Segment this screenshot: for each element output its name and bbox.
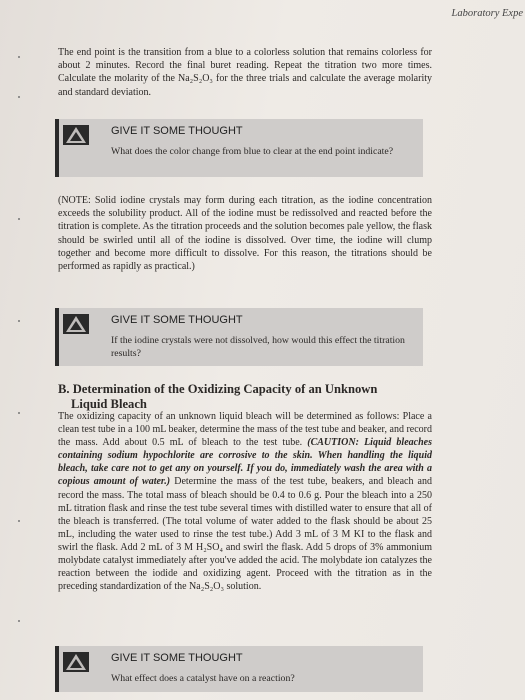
- section-b-title: [58, 382, 428, 412]
- section-b-body-part1: The oxidizing capacity of an unknown liquid bleach will be determined as follows: Place a clean test tube in a 100 mL beaker, determine the mass of the test tube and beaker, and record the mass. Add about 0.5 mL of bleach to the test tube.: [58, 411, 432, 449]
- thought-box-2: [55, 308, 423, 366]
- thought-box-3: [55, 646, 423, 692]
- thought-box-1: [55, 119, 423, 177]
- intro-paragraph: The end point is the transition from a blue to a colorless solution that remains colorless for about 2 minutes. Record the final buret reading. Repeat the titration two more times. Calculate the molarity of the Na₂S₂O₃ for the three trials and calculate the average molarity and standard deviation.: [58, 47, 432, 98]
- thought-heading: GIVE IT SOME THOUGHT: [111, 314, 243, 326]
- section-b-title-line2: Liquid Bleach: [71, 397, 147, 411]
- thought-question: What effect does a catalyst have on a reaction?: [111, 673, 295, 684]
- margin-mark: [18, 520, 20, 522]
- margin-mark: [18, 412, 20, 414]
- caution-text: (CAUTION: Liquid bleaches containing sodium hypochlorite are corrosive to the skin. When handling the liquid bleach, take care not to get any on yourself. If you do, immediately wash the area with a copious amount of water.): [58, 437, 432, 488]
- thought-heading: GIVE IT SOME THOUGHT: [111, 125, 243, 137]
- warning-triangle-icon: [63, 314, 89, 334]
- section-b-body: [58, 410, 432, 593]
- running-head: Laboratory Expe: [451, 8, 523, 19]
- margin-mark: [18, 620, 20, 622]
- margin-mark: [18, 218, 20, 220]
- thought-heading: GIVE IT SOME THOUGHT: [111, 652, 243, 664]
- section-b-title-line1: B. Determination of the Oxidizing Capacity of an Unknown: [58, 382, 378, 396]
- margin-mark: [18, 96, 20, 98]
- section-b-body-part2: Determine the mass of the test tube, beakers, and bleach and record the mass. The total mass of bleach should be 0.4 to 0.6 g. Pour the bleach into a 250 mL titration flask and rinse the test tube several times with distilled water to ensure that all of the bleach is transferred. (The total volume of water added to the flask should be about 25 mL, including the water used to rinse the test tube.) Add 3 mL of 3 M KI to the flask and swirl the flask. Add 2 mL of 3 M H₂SO₄ and swirl the flask. Add 5 drops of 3% ammonium molybdate catalyst immediately after you've added the acid. The molybdate ion catalyzes the reaction between the iodide and oxidizing agent. Proceed with the titration as in the preceding standardization of the Na₂S₂O₃ solution.: [58, 476, 433, 593]
- warning-triangle-icon: [63, 125, 89, 145]
- thought-question: What does the color change from blue to clear at the end point indicate?: [111, 146, 394, 157]
- margin-mark: [18, 320, 20, 322]
- warning-triangle-icon: [63, 652, 89, 672]
- margin-mark: [18, 56, 20, 58]
- note-paragraph: (NOTE: Solid iodine crystals may form during each titration, as the iodine concentration exceeds the solubility product. All of the iodine must be redissolved and reacted before the titration is complete. As the titration proceeds and the solution becomes pale yellow, the flask should be swirled until all of the iodine is dissolved. Over time, the iodine will clump together and become more difficult to dissolve. For this reason, the titrations should be performed as rapidly as practical.): [58, 195, 432, 273]
- thought-question: If the iodine crystals were not dissolved, how would this effect the titration results?: [111, 335, 405, 359]
